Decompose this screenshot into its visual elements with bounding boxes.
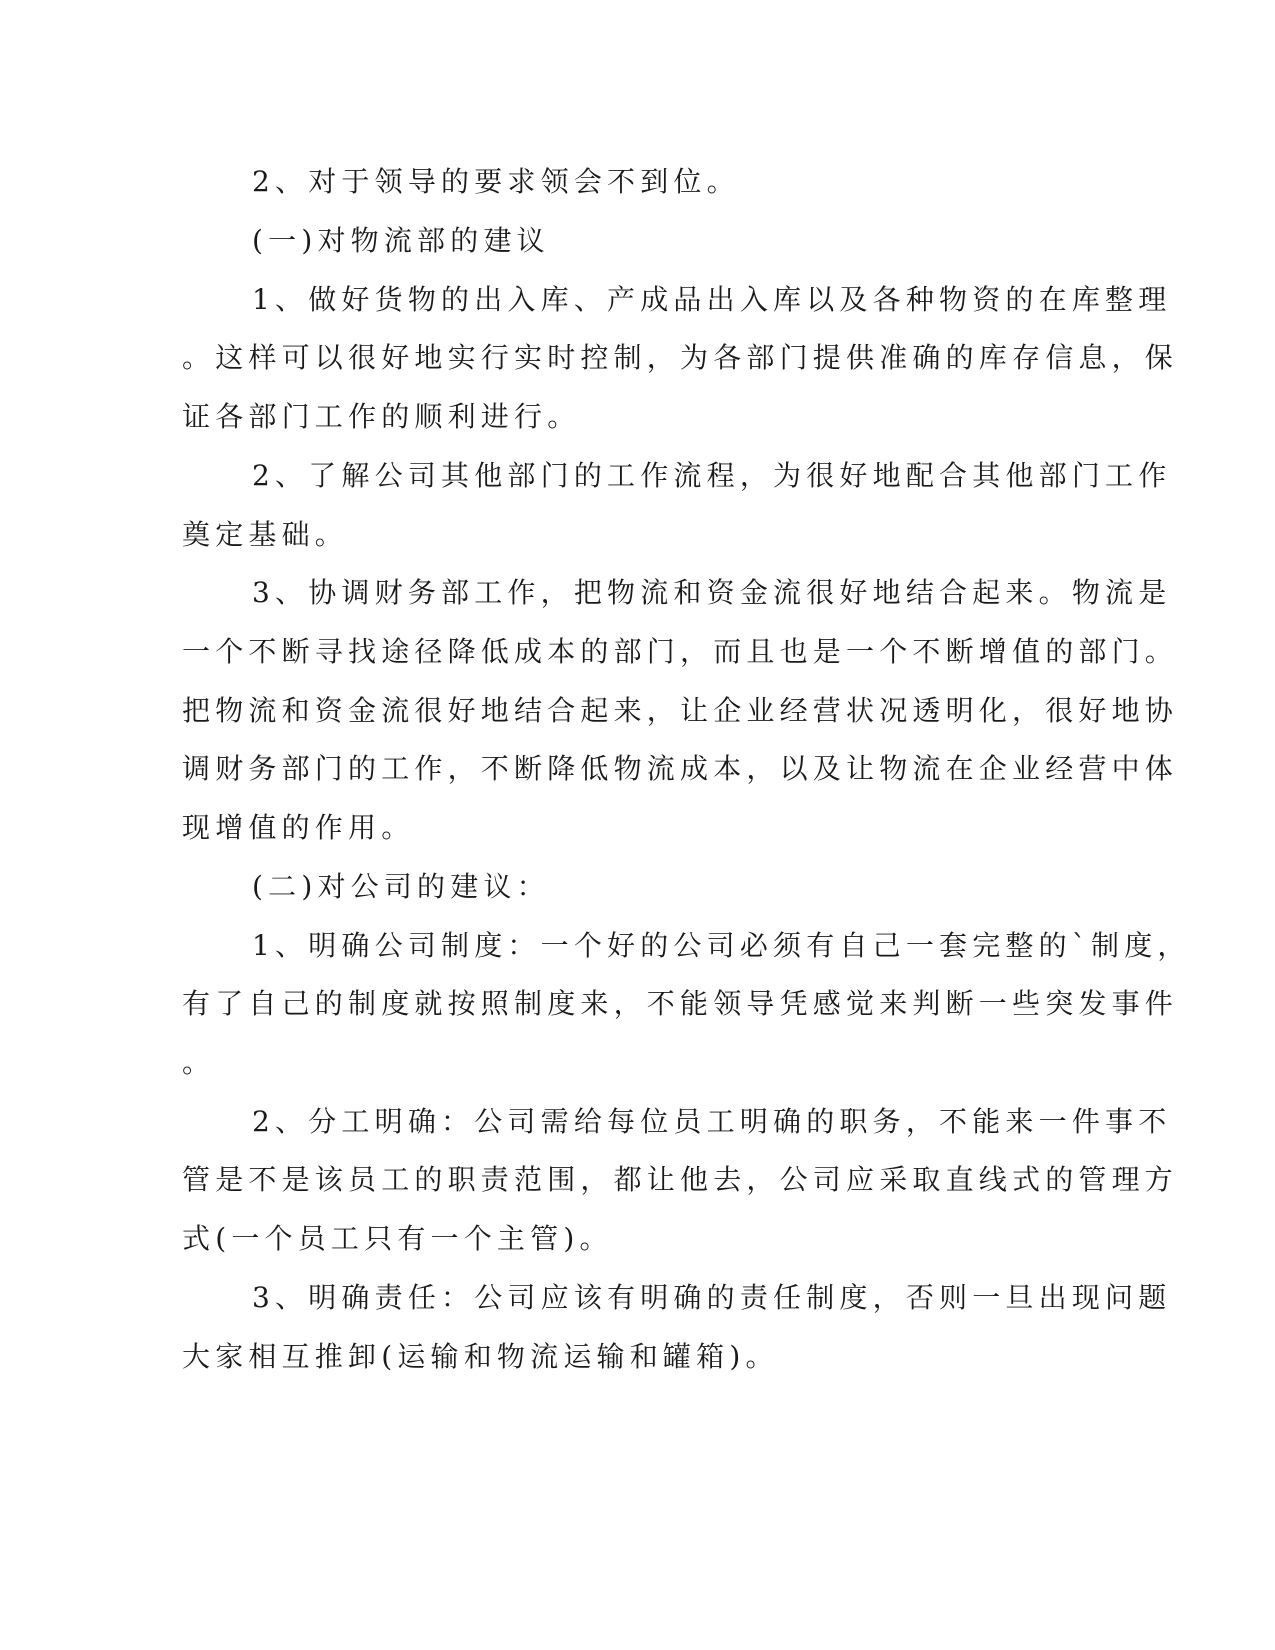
paragraph-line: 2、对于领导的要求领会不到位。 (252, 165, 740, 198)
paragraph-line: 大家相互推卸(运输和物流运输和罐箱)。 (182, 1340, 779, 1373)
paragraph-line: 管是不是该员工的职责范围，都让他去，公司应采取直线式的管理方 (182, 1163, 1179, 1196)
paragraph-line: 有了自己的制度就按照制度来，不能领导凭感觉来判断一些突发事件 (182, 987, 1179, 1020)
paragraph-line: 1、明确公司制度：一个好的公司必须有自己一套完整的`制度， (252, 929, 1191, 962)
paragraph-line: 3、明确责任：公司应该有明确的责任制度，否则一旦出现问题 (252, 1281, 1172, 1314)
paragraph-line: 一个不断寻找途径降低成本的部门，而且也是一个不断增值的部门。 (182, 635, 1179, 668)
paragraph-line: 。 (182, 1046, 216, 1079)
paragraph-line: 现增值的作用。 (182, 811, 415, 844)
paragraph-line: 式(一个员工只有一个主管)。 (182, 1222, 613, 1255)
paragraph-line: 。这样可以很好地实行实时控制，为各部门提供准确的库存信息，保 (182, 341, 1179, 374)
paragraph-line: 调财务部门的工作，不断降低物流成本，以及让物流在企业经营中体 (182, 752, 1179, 785)
paragraph-line: 2、了解公司其他部门的工作流程，为很好地配合其他部门工作 (252, 459, 1172, 492)
paragraph-line: 奠定基础。 (182, 518, 349, 551)
paragraph-line: 3、协调财务部工作，把物流和资金流很好地结合起来。物流是 (252, 576, 1172, 609)
paragraph-line: 1、做好货物的出入库、产成品出入库以及各种物资的在库整理 (252, 283, 1172, 316)
paragraph-line: 把物流和资金流很好地结合起来，让企业经营状况透明化，很好地协 (182, 694, 1179, 727)
section-heading: (二)对公司的建议： (252, 870, 550, 903)
paragraph-line: 证各部门工作的顺利进行。 (182, 400, 581, 433)
paragraph-line: 2、分工明确：公司需给每位员工明确的职务，不能来一件事不 (252, 1105, 1172, 1138)
section-heading: (一)对物流部的建议 (252, 224, 550, 257)
